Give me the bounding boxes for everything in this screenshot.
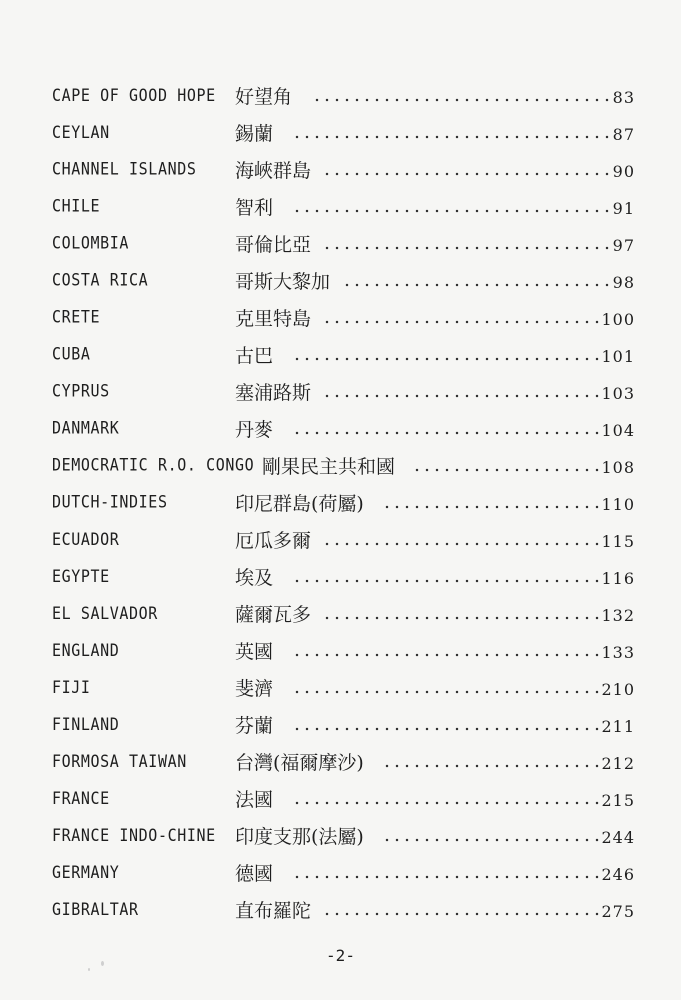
entry-page-number: 91 — [612, 199, 635, 218]
dot-leader — [292, 135, 612, 139]
entry-page-number: 212 — [601, 754, 635, 773]
index-entry — [0, 191, 681, 219]
entry-chinese-name: 克里特島 — [235, 308, 312, 330]
index-entry — [0, 598, 681, 626]
dot-leader — [292, 579, 602, 583]
entry-page-number: 98 — [612, 273, 635, 292]
entry-chinese-name: 海峽群島 — [235, 160, 312, 182]
dot-leader — [322, 542, 602, 546]
dot-leader — [322, 320, 602, 324]
dot-leader — [292, 801, 602, 805]
index-entry — [0, 80, 681, 108]
index-entry — [0, 117, 681, 145]
entry-chinese-name: 薩爾瓦多 — [235, 604, 312, 626]
entry-english-name: CUBA — [52, 343, 91, 365]
entry-english-name: DEMOCRATIC R.O. CONGO — [52, 454, 255, 476]
entry-page-number: 244 — [601, 828, 635, 847]
entry-page-number: 110 — [601, 495, 635, 514]
index-entry — [0, 820, 681, 848]
entry-page-number: 101 — [601, 347, 635, 366]
entry-chinese-name: 斐濟 — [235, 678, 274, 700]
entry-english-name: FIJI — [52, 676, 91, 698]
scan-speck — [88, 968, 90, 971]
dot-leader — [412, 468, 602, 472]
entry-chinese-name: 英國 — [235, 641, 274, 663]
dot-leader — [322, 172, 612, 176]
entry-chinese-name: 塞浦路斯 — [235, 382, 312, 404]
entry-chinese-name: 丹麥 — [235, 419, 274, 441]
entry-page-number: 116 — [601, 569, 635, 588]
entry-page-number: 133 — [601, 643, 635, 662]
entry-chinese-name: 好望角 — [235, 86, 293, 108]
entry-english-name: CHANNEL ISLANDS — [52, 158, 197, 180]
entry-page-number: 90 — [612, 162, 635, 181]
entry-page-number: 87 — [612, 125, 635, 144]
entry-english-name: CEYLAN — [52, 121, 110, 143]
entry-page-number: 83 — [612, 88, 635, 107]
entry-english-name: FINLAND — [52, 713, 120, 735]
index-entry — [0, 746, 681, 774]
entry-english-name: FORMOSA TAIWAN — [52, 750, 187, 772]
entry-english-name: DUTCH-INDIES — [52, 491, 168, 513]
entry-chinese-name: 芬蘭 — [235, 715, 274, 737]
dot-leader — [312, 98, 612, 102]
entry-english-name: COLOMBIA — [52, 232, 130, 254]
entry-chinese-name: 厄瓜多爾 — [235, 530, 312, 552]
entry-english-name: CAPE OF GOOD HOPE — [52, 84, 216, 106]
dot-leader — [322, 246, 612, 250]
index-entry — [0, 635, 681, 663]
entry-chinese-name: 德國 — [235, 863, 274, 885]
dot-leader — [382, 505, 602, 509]
entry-english-name: ENGLAND — [52, 639, 120, 661]
entry-page-number: 97 — [612, 236, 635, 255]
entry-page-number: 246 — [601, 865, 635, 884]
entry-chinese-name: 台灣(福爾摩沙) — [235, 752, 364, 774]
dot-leader — [382, 764, 602, 768]
index-entry — [0, 487, 681, 515]
index-entry — [0, 413, 681, 441]
entry-page-number: 115 — [601, 532, 635, 551]
entry-page-number: 104 — [601, 421, 635, 440]
index-entry — [0, 450, 681, 478]
dot-leader — [322, 616, 602, 620]
dot-leader — [292, 653, 602, 657]
entry-chinese-name: 古巴 — [235, 345, 274, 367]
index-entry — [0, 857, 681, 885]
dot-leader — [342, 283, 612, 287]
dot-leader — [292, 209, 612, 213]
dot-leader — [292, 431, 602, 435]
entry-chinese-name: 哥斯大黎加 — [235, 271, 331, 293]
entry-chinese-name: 埃及 — [235, 567, 274, 589]
entry-chinese-name: 印度支那(法屬) — [235, 826, 364, 848]
entry-chinese-name: 直布羅陀 — [235, 900, 312, 922]
entry-english-name: GERMANY — [52, 861, 120, 883]
dot-leader — [322, 394, 602, 398]
entry-chinese-name: 法國 — [235, 789, 274, 811]
entry-chinese-name: 智利 — [235, 197, 274, 219]
index-entry — [0, 302, 681, 330]
entry-english-name: CHILE — [52, 195, 101, 217]
index-entry — [0, 376, 681, 404]
entry-page-number: 108 — [601, 458, 635, 477]
entry-page-number: 103 — [601, 384, 635, 403]
entry-english-name: EGYPTE — [52, 565, 110, 587]
index-entry — [0, 524, 681, 552]
dot-leader — [322, 912, 602, 916]
dot-leader — [292, 875, 602, 879]
index-entry — [0, 228, 681, 256]
entry-english-name: DANMARK — [52, 417, 120, 439]
entry-english-name: EL SALVADOR — [52, 602, 158, 624]
entry-chinese-name: 剛果民主共和國 — [262, 456, 396, 478]
dot-leader — [292, 690, 602, 694]
entry-english-name: GIBRALTAR — [52, 898, 139, 920]
index-entry — [0, 783, 681, 811]
index-entry — [0, 709, 681, 737]
entry-page-number: 211 — [601, 717, 635, 736]
scan-speck — [101, 961, 104, 966]
entry-page-number: 210 — [601, 680, 635, 699]
dot-leader — [292, 727, 602, 731]
entry-chinese-name: 哥倫比亞 — [235, 234, 312, 256]
entry-english-name: ECUADOR — [52, 528, 120, 550]
entry-english-name: CRETE — [52, 306, 101, 328]
index-entry — [0, 561, 681, 589]
index-entry — [0, 672, 681, 700]
entry-chinese-name: 印尼群島(荷屬) — [235, 493, 364, 515]
entry-page-number: 132 — [601, 606, 635, 625]
index-entry — [0, 894, 681, 922]
entry-english-name: FRANCE — [52, 787, 110, 809]
dot-leader — [292, 357, 602, 361]
entry-english-name: CYPRUS — [52, 380, 110, 402]
entry-english-name: FRANCE INDO-CHINE — [52, 824, 216, 846]
index-entry — [0, 265, 681, 293]
entry-page-number: 215 — [601, 791, 635, 810]
entry-english-name: COSTA RICA — [52, 269, 149, 291]
entry-page-number: 275 — [601, 902, 635, 921]
index-entry — [0, 339, 681, 367]
dot-leader — [382, 838, 602, 842]
entry-chinese-name: 錫蘭 — [235, 123, 274, 145]
entry-page-number: 100 — [601, 310, 635, 329]
index-entry — [0, 154, 681, 182]
page-footer-number: -2- — [326, 946, 355, 965]
